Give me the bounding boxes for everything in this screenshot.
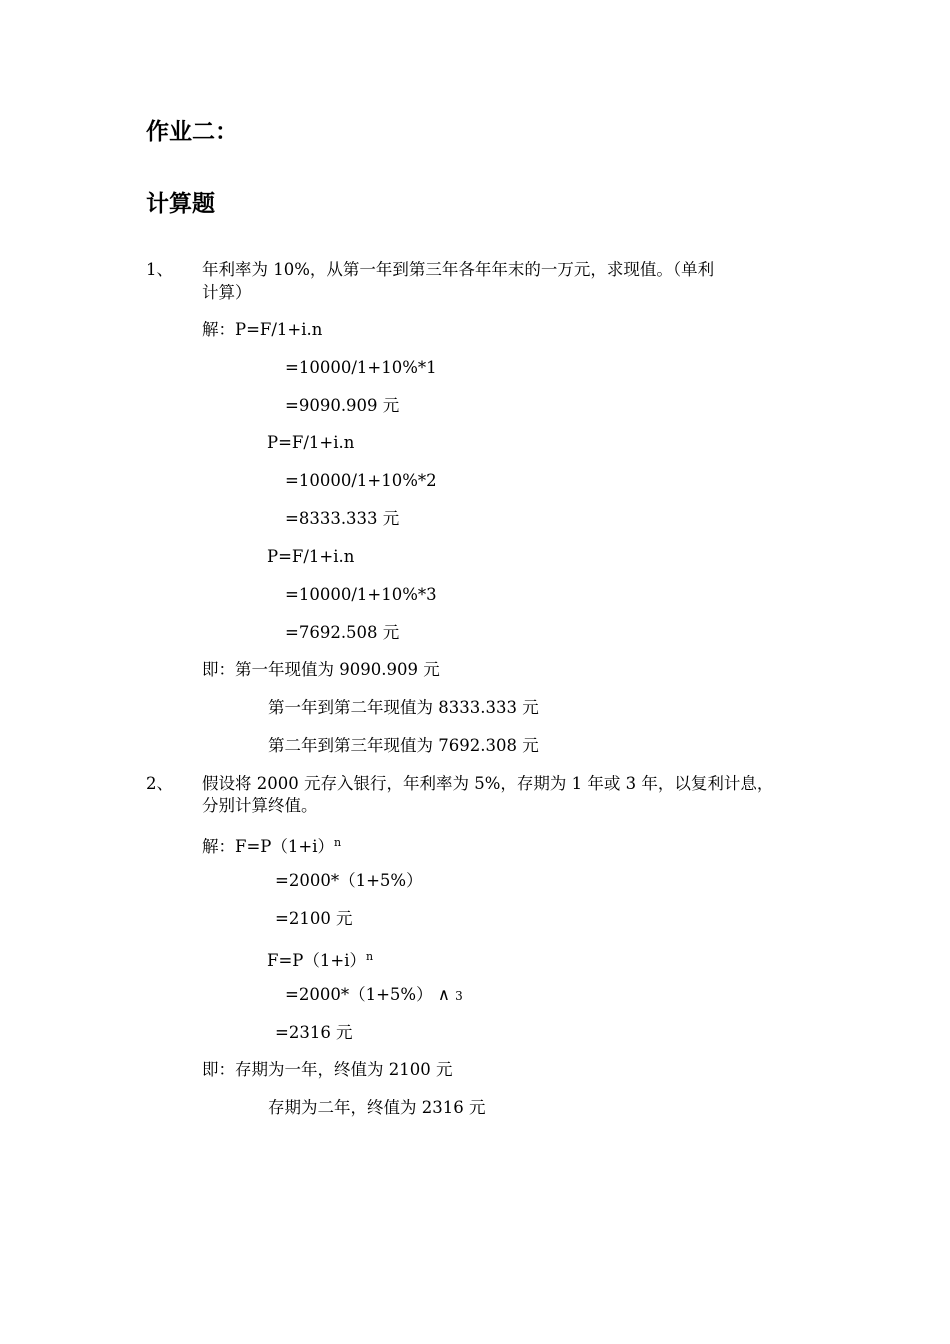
problem-2-step2-exponent: n — [365, 950, 374, 963]
problem-1-text-line2: 计算） — [202, 283, 252, 302]
problem-1-conclusion2: 第一年到第二年现值为 8333.333 元 — [268, 698, 539, 717]
problem-2-number: 2、 — [146, 774, 173, 793]
problem-1-solution-label: 解：P=F/1+i.n — [202, 320, 323, 339]
problem-1-step2-result: =8333.333 元 — [285, 509, 400, 528]
problem-2-solution-label — [202, 832, 341, 858]
problem-2-conclusion2: 存期为二年，终值为 2316 元 — [268, 1098, 486, 1117]
problem-1-text-line1: 年利率为 10%，从第一年到第三年各年年末的一万元，求现值。（单利 — [202, 260, 715, 279]
problem-2-step1-calc: =2000*（1+5%） — [275, 871, 423, 890]
problem-2-solution-formula: 解：F=P（1+i） — [202, 837, 334, 856]
problem-2-step2-power-symbol: ∧ — [437, 985, 450, 1004]
problem-2-solution-exponent: n — [333, 836, 342, 849]
problem-1-step3-result: =7692.508 元 — [285, 623, 400, 642]
section-heading: 计算题 — [146, 191, 215, 217]
problem-1-number: 1、 — [146, 260, 173, 279]
problem-1-step3-formula: P=F/1+i.n — [267, 547, 355, 566]
problem-2-step2-power-value: 3 — [455, 989, 463, 1003]
problem-2-text-line2: 分别计算终值。 — [202, 796, 318, 815]
problem-2-step2-result: =2316 元 — [275, 1023, 353, 1042]
problem-1-step2-formula: P=F/1+i.n — [267, 433, 355, 452]
problem-1-step3-calc: =10000/1+10%*3 — [285, 585, 437, 604]
problem-2-conclusion1: 即：存期为一年，终值为 2100 元 — [202, 1060, 453, 1079]
problem-2-step2-calc: =2000*（1+5%） — [285, 985, 433, 1004]
problem-1-step1-result: =9090.909 元 — [285, 396, 400, 415]
problem-2-step2-formula: F=P（1+i） — [267, 951, 366, 970]
problem-1-step1-calc: =10000/1+10%*1 — [285, 358, 437, 377]
problem-2-step2-formula-line — [267, 946, 373, 972]
problem-2-step2-calc-line — [285, 984, 463, 1007]
problem-2-step1-result: =2100 元 — [275, 909, 353, 928]
problem-2-text-line1: 假设将 2000 元存入银行，年利率为 5%，存期为 1 年或 3 年，以复利计息， — [202, 774, 774, 793]
problem-1-conclusion1: 即：第一年现值为 9090.909 元 — [202, 660, 440, 679]
document-title: 作业二： — [146, 119, 238, 145]
problem-1-conclusion3: 第二年到第三年现值为 7692.308 元 — [268, 736, 539, 755]
problem-1-step2-calc: =10000/1+10%*2 — [285, 471, 437, 490]
